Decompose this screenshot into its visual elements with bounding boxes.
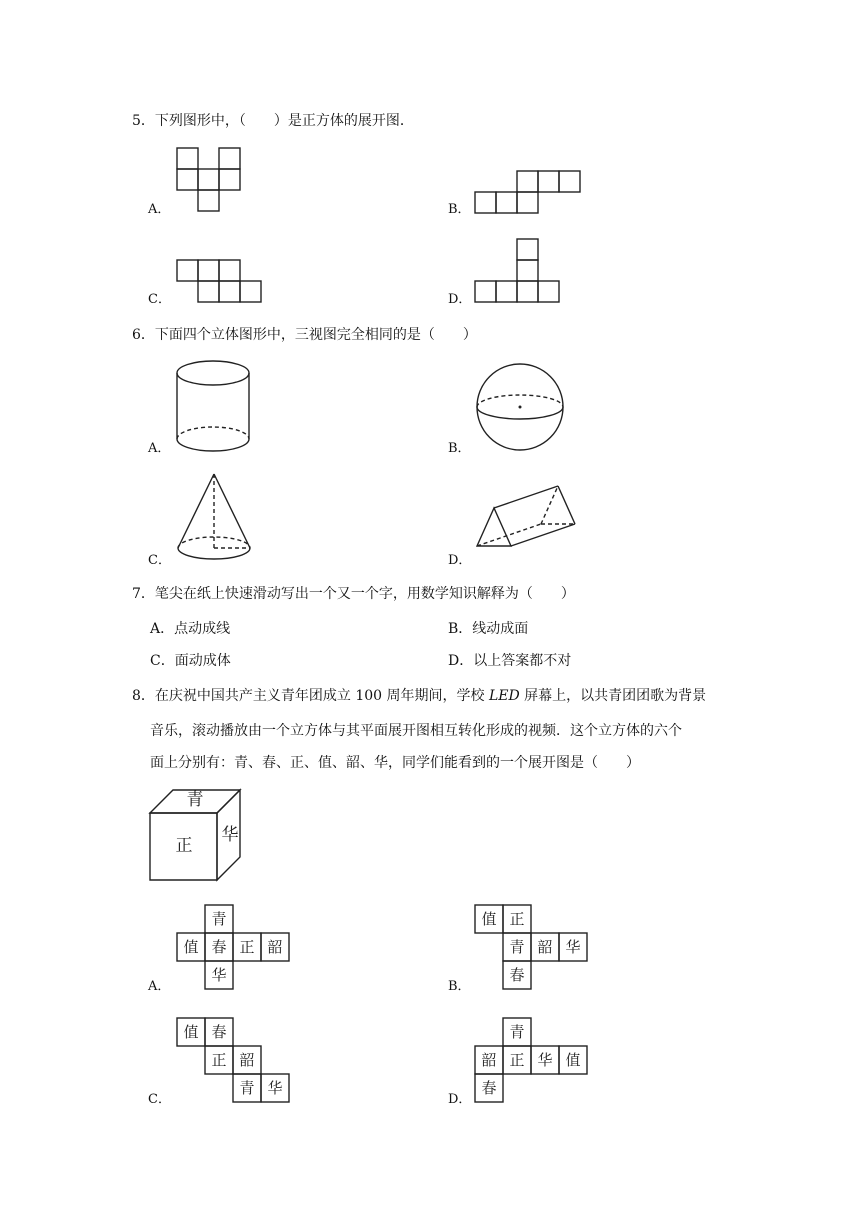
q6-option-d-prism [472, 480, 582, 560]
net-b-cell: 韶 [537, 938, 553, 956]
q5-option-d-label[interactable]: D． [448, 292, 472, 307]
q6-option-b-label[interactable]: B． [448, 441, 471, 456]
q6-option-a-cylinder [172, 360, 254, 456]
net-b-cell: 华 [565, 938, 581, 956]
q5-option-c-net [176, 259, 264, 305]
net-b-cell: 青 [509, 938, 525, 956]
q8-option-c-net [176, 1017, 292, 1103]
q5-option-c-label[interactable]: C． [148, 292, 171, 307]
q5-option-d-net [474, 238, 562, 304]
q7-option-a[interactable]: A．点动成线 [150, 621, 231, 637]
q6-option-c-label[interactable]: C． [148, 553, 171, 568]
net-a-cell: 韶 [267, 938, 283, 956]
net-b-cell: 值 [481, 910, 497, 928]
q8-option-a-label[interactable]: A． [148, 979, 171, 994]
q6-option-d-label[interactable]: D． [448, 553, 472, 568]
q6-option-c-cone [172, 470, 256, 566]
q5-option-a-net [176, 147, 242, 213]
net-c-cell: 春 [211, 1023, 227, 1041]
q5-option-a-label[interactable]: A． [148, 202, 171, 217]
net-d-cell: 韶 [481, 1051, 497, 1069]
q8-stem-line-2: 音乐，滚动播放由一个立方体与其平面展开图相互转化形成的视频．这个立方体的六个 [150, 723, 682, 739]
net-a-cell: 华 [211, 966, 227, 984]
q8-option-d-label[interactable]: D． [448, 1092, 472, 1107]
q8-stem-line-3: 面上分别有：青、春、正、值、韶、华，同学们能看到的一个展开图是（ ） [150, 755, 640, 771]
q5-option-b-label[interactable]: B． [448, 202, 471, 217]
q6-option-b-sphere [472, 360, 568, 456]
net-c-cell: 韶 [239, 1051, 255, 1069]
q7-option-d[interactable]: D．以上答案都不对 [448, 653, 572, 669]
q6-option-a-label[interactable]: A． [148, 441, 171, 456]
q8-option-d-net [474, 1017, 590, 1103]
net-d-cell: 正 [509, 1051, 525, 1069]
q6-stem: 6．下面四个立体图形中，三视图完全相同的是（ ） [132, 327, 477, 343]
net-a-cell: 青 [211, 910, 227, 928]
net-c-cell: 值 [183, 1023, 199, 1041]
q5-option-b-net [474, 170, 582, 216]
net-a-cell: 正 [239, 938, 255, 956]
q8-cube-front-face: 正 [175, 836, 193, 856]
q8-cube-top-face: 青 [186, 790, 204, 810]
q7-stem: 7．笔尖在纸上快速滑动写出一个又一个字，用数学知识解释为（ ） [132, 586, 575, 602]
net-a-cell: 值 [183, 938, 199, 956]
net-d-cell: 青 [509, 1023, 525, 1041]
q7-option-b[interactable]: B．线动成面 [448, 621, 529, 637]
net-b-cell: 正 [509, 910, 525, 928]
q8-stem-line-1: 8．在庆祝中国共产主义青年团成立 100 周年期间，学校 LED 屏幕上，以共青团团歌为背景 [132, 688, 707, 704]
net-d-cell: 春 [481, 1079, 497, 1097]
net-c-cell: 华 [267, 1079, 283, 1097]
q8-option-a-net [176, 904, 292, 990]
q5-stem: 5．下列图形中，（ ）是正方体的展开图． [132, 113, 414, 129]
net-b-cell: 春 [509, 966, 525, 984]
q8-cube-right-face: 华 [221, 825, 239, 845]
q8-cube [150, 788, 246, 884]
net-d-cell: 华 [537, 1051, 553, 1069]
net-a-cell: 春 [211, 938, 227, 956]
q8-option-b-net [474, 904, 590, 990]
q8-option-b-label[interactable]: B． [448, 979, 471, 994]
net-c-cell: 正 [211, 1051, 227, 1069]
q7-option-c[interactable]: C．面动成体 [150, 653, 231, 669]
q8-option-c-label[interactable]: C． [148, 1092, 171, 1107]
net-d-cell: 值 [565, 1051, 581, 1069]
net-c-cell: 青 [239, 1079, 255, 1097]
